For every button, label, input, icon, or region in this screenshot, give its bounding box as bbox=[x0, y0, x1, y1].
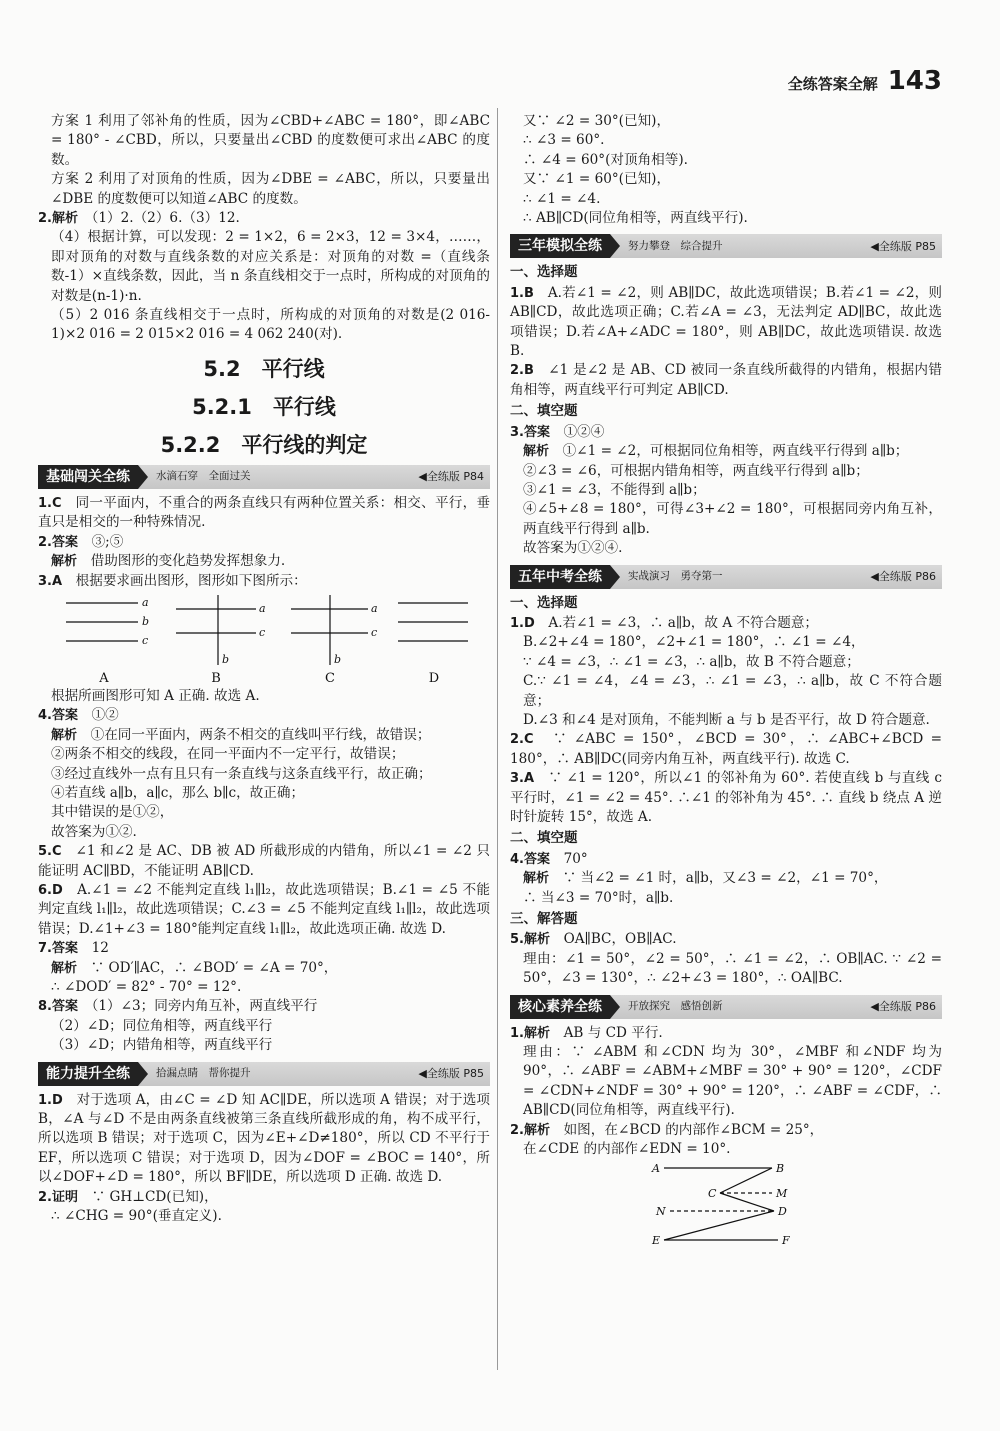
answer-text: ∠1 是∠2 是 AB、CD 被同一条直线所截得的内错角，根据内错角相等，两直线平行可判定 AB∥CD. bbox=[510, 362, 943, 398]
line-label: c bbox=[259, 625, 266, 639]
figure-svg bbox=[650, 1160, 800, 1246]
banner-ref: ◀全练版 P86 bbox=[870, 569, 936, 583]
subsection-heading: 一、选择题 bbox=[510, 264, 578, 281]
question-label: 4.答案 bbox=[38, 708, 78, 724]
answer-text: ∠1 和∠2 是 AC、DB 被 AD 所截形成的内错角，所以∠1 = ∠2 只能证明 AC∥BD，不能证明 AB∥CD. bbox=[38, 843, 491, 879]
banner-slogan: 水滴石穿 全面过关 bbox=[156, 470, 251, 483]
explanation-line: ∴ 当∠3 = 70°时，a∥b. bbox=[523, 889, 674, 906]
section-banner bbox=[38, 1062, 490, 1086]
section-title: 5.2.1 平行线 bbox=[192, 394, 336, 419]
answer-text: 对于选项 A，由∠C = ∠D 知 AC∥DE，所以选项 A 错误；对于选项 B，∠A 与∠D 不是由两条直线被第三条直线所截形成的角，构不成平行，所以选项 B 错误；对于选项 C，因为∠E+∠D≠180°，所以 CD 不平行于 EF，所以选项 C 错误；对于选项 D，因为∠DOF = ∠BOC = 140°，所以∠DOF+∠D = 180°，所以 BF∥DE，所以选项 D 正确. 故选 D. bbox=[38, 1091, 491, 1186]
zigzag-figure bbox=[650, 1160, 942, 1246]
proof-line: ∴ ∠4 = 60°(对顶角相等). bbox=[523, 151, 688, 168]
question-label: 1.B bbox=[510, 285, 534, 301]
explanation-line: 其中错误的是①②， bbox=[51, 804, 174, 821]
section-banner bbox=[510, 565, 942, 589]
question-label: 5.C bbox=[38, 844, 62, 860]
question-label: 5.解析 bbox=[510, 932, 550, 948]
section-banner bbox=[38, 465, 490, 489]
point-label: E bbox=[652, 1233, 661, 1246]
question-label: 2.答案 bbox=[38, 534, 78, 550]
explanation-line: ∴ ∠DOD′ = 82° - 70° = 12°. bbox=[51, 979, 242, 995]
explanation-line: ④∠5+∠8 = 180°，可得∠3+∠2 = 180°，可根据同旁内角互补，两直线平行得到 a∥b. bbox=[523, 501, 942, 537]
line-label: b bbox=[142, 614, 150, 628]
explanation-line: B.∠2+∠4 = 180°，∠2+∠1 = 180°，∴ ∠1 = ∠4， bbox=[523, 634, 865, 651]
point-label: N bbox=[656, 1204, 666, 1218]
banner-title: 三年模拟全练 bbox=[510, 234, 610, 258]
explanation-label: 解析 bbox=[51, 727, 78, 743]
explanation-text: ①∠1 = ∠2，可根据同位角相等，两直线平行得到 a∥b； bbox=[562, 443, 909, 460]
line-label: b bbox=[222, 652, 230, 666]
banner-title: 五年中考全练 bbox=[510, 565, 610, 589]
subsection-heading: 一、选择题 bbox=[510, 594, 578, 611]
parallel-lines-figure bbox=[38, 591, 490, 687]
line-label: a bbox=[142, 595, 149, 609]
answer-text: ∵ ∠ABC = 150°，∠BCD = 30°，∴ ∠ABC+∠BCD = 180°，∴ AB∥DC(同旁内角互补，两直线平行). 故选 C. bbox=[510, 731, 942, 767]
point-label: B bbox=[776, 1161, 785, 1175]
question-label: 2.C bbox=[510, 732, 534, 748]
subsection-heading: 二、填空题 bbox=[510, 403, 578, 420]
banner-ref: ◀全练版 P86 bbox=[870, 999, 936, 1013]
explanation-line: ④若直线 a∥b，a∥c，那么 b∥c，故正确； bbox=[51, 784, 305, 801]
figure-label: D bbox=[428, 670, 440, 686]
section-banner bbox=[510, 234, 942, 258]
answer-text: 根据要求画出图形，图形如下图所示： bbox=[75, 572, 307, 589]
line-label: a bbox=[259, 601, 266, 615]
subsection-heading: 二、填空题 bbox=[510, 830, 578, 847]
answer-value: AB 与 CD 平行. bbox=[563, 1024, 663, 1041]
proof-line: 又∵ ∠1 = 60°(已知)， bbox=[523, 171, 671, 188]
question-label: 1.D bbox=[38, 1092, 63, 1108]
question-label: 7.答案 bbox=[38, 941, 78, 957]
question-label: 2.解析 bbox=[510, 1122, 550, 1138]
explanation-line: 理由：∵ ∠ABM 和∠CDN 均为 30°，∠MBF 和∠NDF 均为 90°，∴ ∠ABF = ∠ABM+∠MBF = 30° + 90° = 120°，∠CDF = ∠CDN+∠NDF = 30° + 90° = 120°，∴ ∠ABF = ∠CDF，∴ AB∥CD(同位角相等，两直线平行). bbox=[523, 1044, 942, 1119]
answer-value: 12 bbox=[91, 940, 109, 957]
point-label: C bbox=[708, 1186, 717, 1200]
explanation-line: （5）2 016 条直线相交于一点时，所构成的对顶角的对数是(2 016-1)×2 016 = 2 015×2 016 = 4 062 240(对). bbox=[51, 307, 490, 343]
section-banner bbox=[510, 995, 942, 1019]
figure-label: A bbox=[99, 670, 109, 686]
explanation-line: 根据所画图形可知 A 正确. 故选 A. bbox=[51, 687, 260, 704]
proof-line: 又∵ ∠2 = 30°(已知)， bbox=[523, 113, 671, 129]
proof-line: ∴ ∠1 = ∠4. bbox=[523, 190, 601, 207]
answer-value: ①② bbox=[91, 707, 119, 724]
question-label: 6.D bbox=[38, 882, 63, 898]
explanation-line: （3）∠D；内错角相等，两直线平行 bbox=[51, 1037, 273, 1054]
header-label: 全练答案全解 bbox=[787, 75, 878, 93]
proof-line: ∴ ∠3 = 60°. bbox=[523, 132, 605, 149]
explanation-label: 解析 bbox=[523, 444, 550, 460]
question-label: 1.C bbox=[38, 495, 62, 511]
explanation-line: ∵ ∠4 = ∠3，∴ ∠1 = ∠3，∴ a∥b，故 B 不符合题意； bbox=[523, 653, 860, 670]
section-title: 5.2.2 平行线的判定 bbox=[160, 432, 368, 457]
question-label: 3.A bbox=[510, 771, 535, 787]
left-column bbox=[38, 112, 490, 1226]
line-label: b bbox=[334, 652, 342, 666]
answer-value: ①②④ bbox=[563, 423, 605, 440]
answer-text: （1）2.（2）6.（3）12. bbox=[91, 210, 240, 227]
question-label: 2.解析 bbox=[38, 211, 78, 227]
line-label: a bbox=[371, 601, 378, 615]
explanation-line: （4）根据计算，可以发现：2 = 1×2，6 = 2×3，12 = 3×4，……，即对顶角的对数与直线条数的对应关系是：对顶角的对数 =（直线条数-1）×直线条数，因此，当 n 条直线相交于一点时，所构成的对顶角的对数是(n-1)·n. bbox=[51, 229, 490, 304]
explanation-line: （2）∠D；同位角相等，两直线平行 bbox=[51, 1017, 273, 1034]
intro-para: 方案 1 利用了邻补角的性质，因为∠CBD+∠ABC = 180°，即∠ABC = 180° - ∠CBD，所以，只要量出∠CBD 的度数便可求出∠ABC 的度数。 bbox=[51, 113, 490, 168]
banner-ref: ◀全练版 P85 bbox=[870, 239, 936, 253]
explanation-line: D.∠3 和∠4 是对顶角，不能判断 a 与 b 是否平行，故 D 符合题意. bbox=[523, 711, 930, 728]
proof-line: ∴ AB∥CD(同位角相等，两直线平行). bbox=[523, 210, 748, 227]
point-label: M bbox=[776, 1186, 788, 1200]
explanation-text: 借助图形的变化趋势发挥想象力. bbox=[90, 553, 286, 570]
banner-slogan: 实战演习 勇夺第一 bbox=[628, 569, 723, 582]
explanation-line: ②两条不相交的线段，在同一平面内不一定平行，故错误； bbox=[51, 746, 405, 763]
question-label: 8.答案 bbox=[38, 999, 78, 1015]
subsection-heading: 三、解答题 bbox=[510, 911, 578, 928]
explanation-text: ①在同一平面内，两条不相交的直线叫平行线，故错误； bbox=[90, 726, 431, 743]
banner-ref: ◀全练版 P84 bbox=[418, 470, 484, 484]
explanation-line: ③经过直线外一点有且只有一条直线与这条直线平行，故正确； bbox=[51, 765, 432, 782]
explanation-label: 解析 bbox=[51, 960, 78, 976]
page-number: 143 bbox=[887, 66, 942, 96]
banner-title: 核心素养全练 bbox=[510, 995, 610, 1019]
answer-value: 70° bbox=[563, 850, 588, 867]
explanation-line: 故答案为①②④. bbox=[523, 540, 623, 557]
right-column bbox=[510, 112, 942, 1246]
explanation-line: C.∵ ∠1 = ∠4，∠4 = ∠3，∴ ∠1 = ∠3，∴ a∥b，故 C 不符合题意； bbox=[523, 673, 942, 709]
explanation-line: 理由：∠1 = 50°，∠2 = 50°，∴ ∠1 = ∠2，∴ OB∥AC. ∵ ∠2 = 50°，∠3 = 130°，∴ ∠2+∠3 = 180°，∴ OA∥BC. bbox=[523, 950, 942, 987]
line-label: c bbox=[142, 633, 149, 647]
question-label: 4.答案 bbox=[510, 851, 550, 867]
banner-ref: ◀全练版 P85 bbox=[418, 1066, 484, 1080]
banner-title: 能力提升全练 bbox=[38, 1062, 138, 1086]
answer-value: OA∥BC，OB∥AC. bbox=[563, 931, 677, 948]
answer-text: ∵ ∠1 = 120°，所以∠1 的邻补角为 60°. 若使直线 b 与直线 c 平行时，∠1 = ∠2 = 45°. ∴∠1 的邻补角为 45°. ∴ 直线 b 绕点 A 逆时针旋转 15°，故选 A. bbox=[510, 770, 942, 825]
banner-slogan: 努力攀登 综合提升 bbox=[628, 239, 723, 252]
explanation-text: 如图，在∠BCD 的内部作∠BCM = 25°， bbox=[563, 1121, 824, 1138]
question-label: 1.D bbox=[510, 615, 535, 631]
banner-slogan: 开放探究 感悟创新 bbox=[628, 999, 723, 1012]
proof-line: ∴ ∠CHG = 90°(垂直定义). bbox=[51, 1208, 222, 1225]
question-label: 2.证明 bbox=[38, 1189, 78, 1205]
page-header bbox=[788, 66, 942, 96]
explanation-line: 故答案为①②. bbox=[51, 823, 137, 840]
figure-label: B bbox=[211, 670, 221, 686]
figure-svg bbox=[38, 591, 490, 687]
explanation-line: ③∠1 = ∠3，不能得到 a∥b； bbox=[523, 481, 706, 498]
line-label: c bbox=[371, 625, 378, 639]
banner-title: 基础闯关全练 bbox=[38, 465, 138, 489]
figure-label: C bbox=[325, 670, 335, 686]
explanation-text: ∵ OD′∥AC，∴ ∠BOD′ = ∠A = 70°， bbox=[90, 959, 338, 976]
answer-text: （1）∠3；同旁内角互补，两直线平行 bbox=[91, 998, 318, 1015]
answer-text: A.若∠1 = ∠3，∴ a∥b，故 A 不符合题意； bbox=[548, 614, 819, 631]
proof-line: ∵ GH⊥CD(已知)， bbox=[91, 1188, 218, 1205]
answer-text: A.∠1 = ∠2 不能判定直线 l₁∥l₂，故此选项错误；B.∠1 = ∠5 不能判定直线 l₁∥l₂，故此选项错误；C.∠3 = ∠5 不能判定直线 l₁∥l₂，故此选项错误；D.∠1+∠3 = 180°能判定直线 l₁∥l₂，故此选项正确. 故选 D. bbox=[38, 881, 490, 937]
section-title: 5.2 平行线 bbox=[203, 356, 325, 381]
answer-text: 同一平面内，不重合的两条直线只有两种位置关系：相交、平行，垂直只是相交的一种特殊情况. bbox=[38, 494, 491, 531]
explanation-label: 解析 bbox=[51, 554, 78, 570]
point-label: D bbox=[778, 1204, 787, 1218]
question-label: 3.A bbox=[38, 573, 63, 589]
banner-slogan: 拾漏点睛 帮你提升 bbox=[156, 1066, 251, 1079]
question-label: 1.解析 bbox=[510, 1025, 550, 1041]
answer-text: A.若∠1 = ∠2，则 AB∥DC，故此选项错误；B.若∠1 = ∠2，则 AB∥CD，故此选项正确；C.若∠A = ∠3，无法判定 AD∥BC，故此选项错误；D.若∠A+∠ADC = 180°，则 AB∥DC，故此选项错误. 故选 B. bbox=[510, 284, 943, 360]
column-divider bbox=[497, 108, 498, 1370]
explanation-line: ②∠3 = ∠6，可根据内错角相等，两直线平行得到 a∥b； bbox=[523, 462, 869, 479]
explanation-label: 解析 bbox=[523, 871, 550, 887]
answer-value: ③;⑤ bbox=[91, 533, 124, 550]
explanation-line: 在∠CDE 的内部作∠EDN = 10°. bbox=[523, 1141, 731, 1158]
question-label: 2.B bbox=[510, 363, 534, 379]
explanation-text: ∵ 当∠2 = ∠1 时，a∥b，又∠3 = ∠2，∠1 = 70°， bbox=[562, 870, 888, 887]
question-label: 3.答案 bbox=[510, 424, 550, 440]
point-label: F bbox=[782, 1233, 790, 1246]
intro-para: 方案 2 利用了对顶角的性质，因为∠DBE = ∠ABC，所以，只要量出∠DBE 的度数便可以知道∠ABC 的度数。 bbox=[51, 171, 490, 207]
point-label: A bbox=[652, 1161, 660, 1175]
